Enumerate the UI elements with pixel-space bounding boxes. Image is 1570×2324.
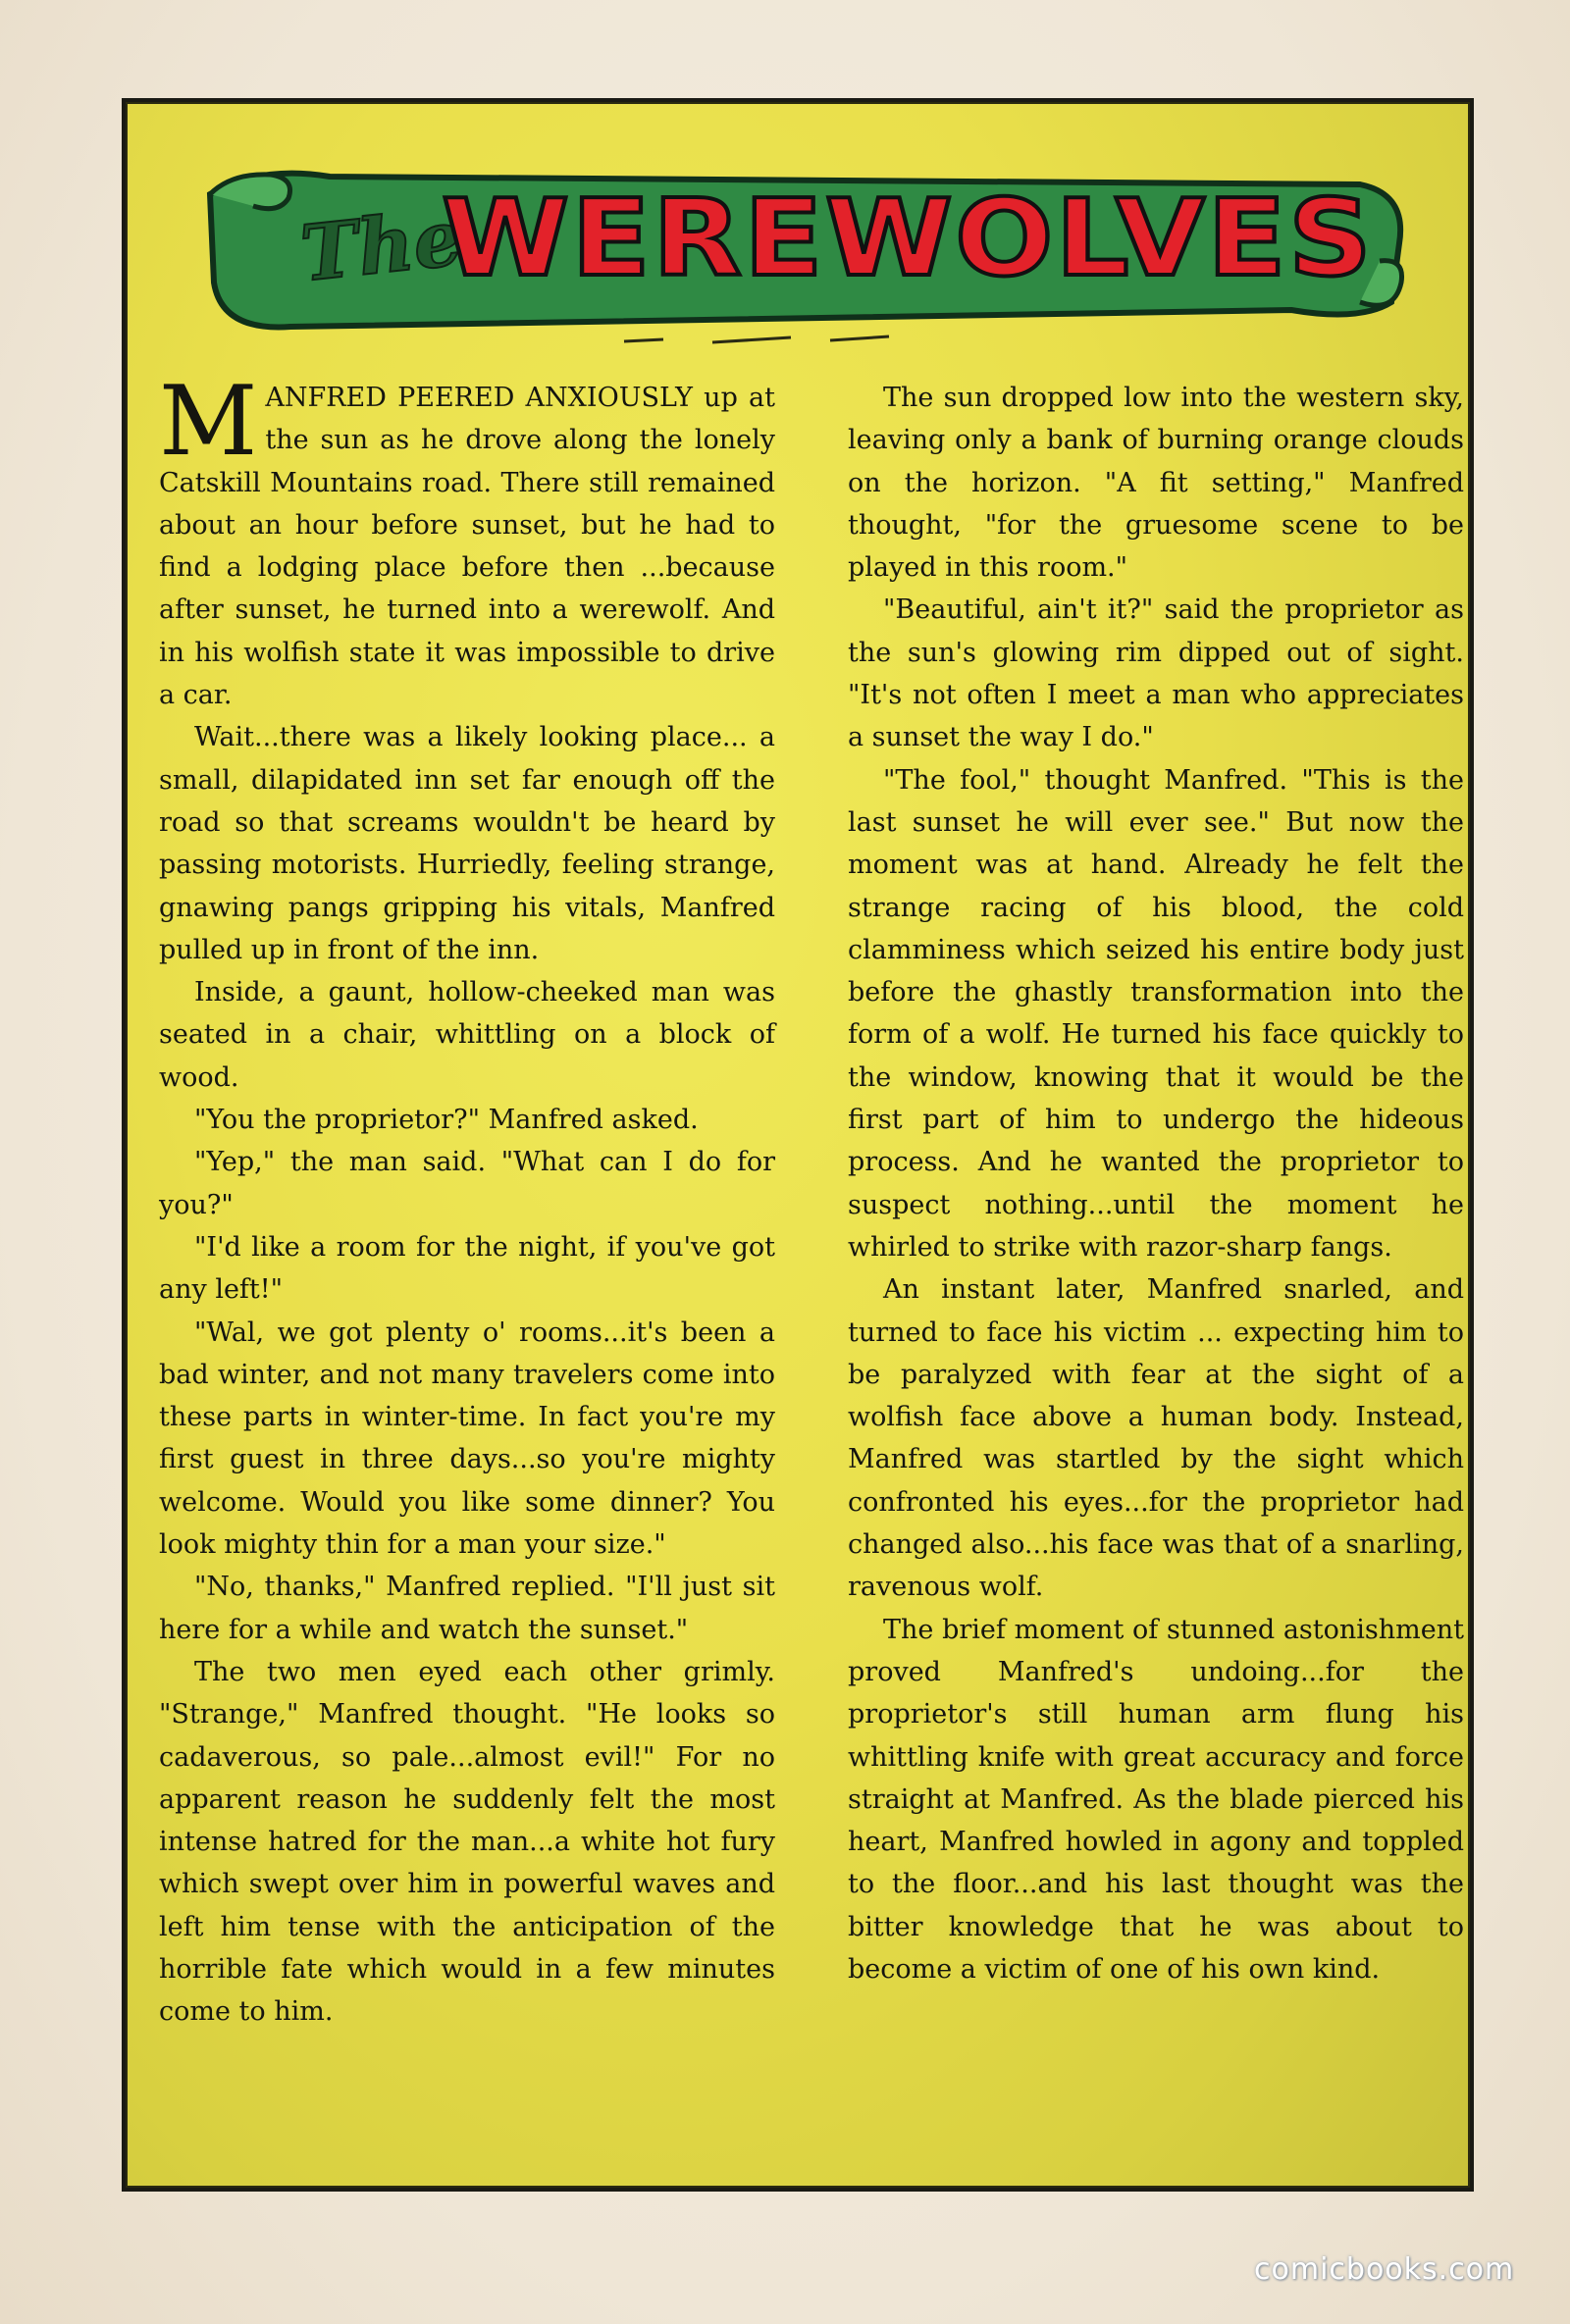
story-paragraph: "No, thanks," Manfred replied. "I'll just sit here for a while and watch the sunset." <box>159 1572 775 1645</box>
story-paragraph: An instant later, Manfred snarled, and turned to face his victim ... expecting him to be paralyzed with fear at the sight of a wolfish face above a human body. Instead, Manfred was startled by the sight which confronted his eyes...for the proprietor had changed also...his face was that of a snarling, ravenous wolf. <box>848 1274 1464 1603</box>
banner-shadow-dashes <box>624 336 889 342</box>
story-paragraph: "Beautiful, ain't it?" said the proprietor as the sun's glowing rim dipped out of sight. "It's not often I meet a man who appreciates a sunset the way I do." <box>848 594 1464 753</box>
drop-cap: M <box>159 366 258 478</box>
story-paragraph: MANFRED PEERED ANXIOUSLY up at the sun as he drove along the lonely Catskill Mountains road. There still remained about an hour before sunset, but he had to find a lodging place before then ...because after sunset, he turned into a werewolf. And in his wolfish state it was impossible to drive a car. <box>159 366 775 711</box>
story-paragraph: The sun dropped low into the western sky, leaving only a bank of burning orange clouds on the horizon. "A fit setting," Manfred thought, "for the gruesome scene to be played in this room." <box>848 383 1464 584</box>
title-main: WEREWOLVES <box>442 178 1374 300</box>
story-paragraph: "I'd like a room for the night, if you've got any left!" <box>159 1231 775 1306</box>
story-paragraph: "The fool," thought Manfred. "This is the last sunset he will ever see." But now the moment was at hand. Already he felt the strange racing of his blood, the cold clamminess which seized his entire body just before the ghastly transformation into the form of a wolf. He turned his face quickly to the window, knowing that it would be the first part of him to undergo the hideous process. And he wanted the proprietor to suspect nothing...until the moment he whirled to strike with razor-sharp fangs. <box>848 764 1464 1263</box>
story-column-left <box>159 366 775 2034</box>
story-paragraph: "You the proprietor?" Manfred asked. <box>194 1105 699 1136</box>
story-column-right <box>848 377 1464 1990</box>
story-paragraph: "Wal, we got plenty o' rooms...it's been a bad winter, and not many travelers come into these parts in winter-time. In fact you're my first guest in three days...so you're mighty welcome. Would you like some dinner? You look mighty thin for a man your size." <box>159 1317 775 1561</box>
story-paragraph: Wait...there was a likely looking place... a small, dilapidated inn set far enough off the road so that screams wouldn't be heard by passing motorists. Hurriedly, feeling strange, gnawing pangs gripping his vitals, Manfred pulled up in front of the inn. <box>159 722 775 965</box>
story-paragraph: Inside, a gaunt, hollow-cheeked man was seated in a chair, whittling on a block of wood. <box>159 977 775 1093</box>
title-lettering <box>294 165 1393 312</box>
title-prefix: The <box>296 193 467 299</box>
story-paragraph: The two men eyed each other grimly. "Strange," Manfred thought. "He looks so cadaverous, so pale...almost evil!" For no apparent reason he suddenly felt the most intense hatred for the man...a white hot fury which swept over him in powerful waves and left him tense with the anticipation of the horrible fate which would in a few minutes come to him. <box>159 1656 775 2028</box>
story-paragraph: The brief moment of stunned astonishment proved Manfred's undoing...for the proprietor's still human arm flung his whittling knife with great accuracy and force straight at Manfred. As the blade pierced his heart, Manfred howled in agony and toppled to the floor...and his last thought was the bitter knowledge that he was about to become a victim of one of his own kind. <box>848 1614 1464 1985</box>
site-watermark: comicbooks.com <box>1254 2252 1515 2287</box>
story-paragraph: "Yep," the man said. "What can I do for you?" <box>159 1147 775 1220</box>
